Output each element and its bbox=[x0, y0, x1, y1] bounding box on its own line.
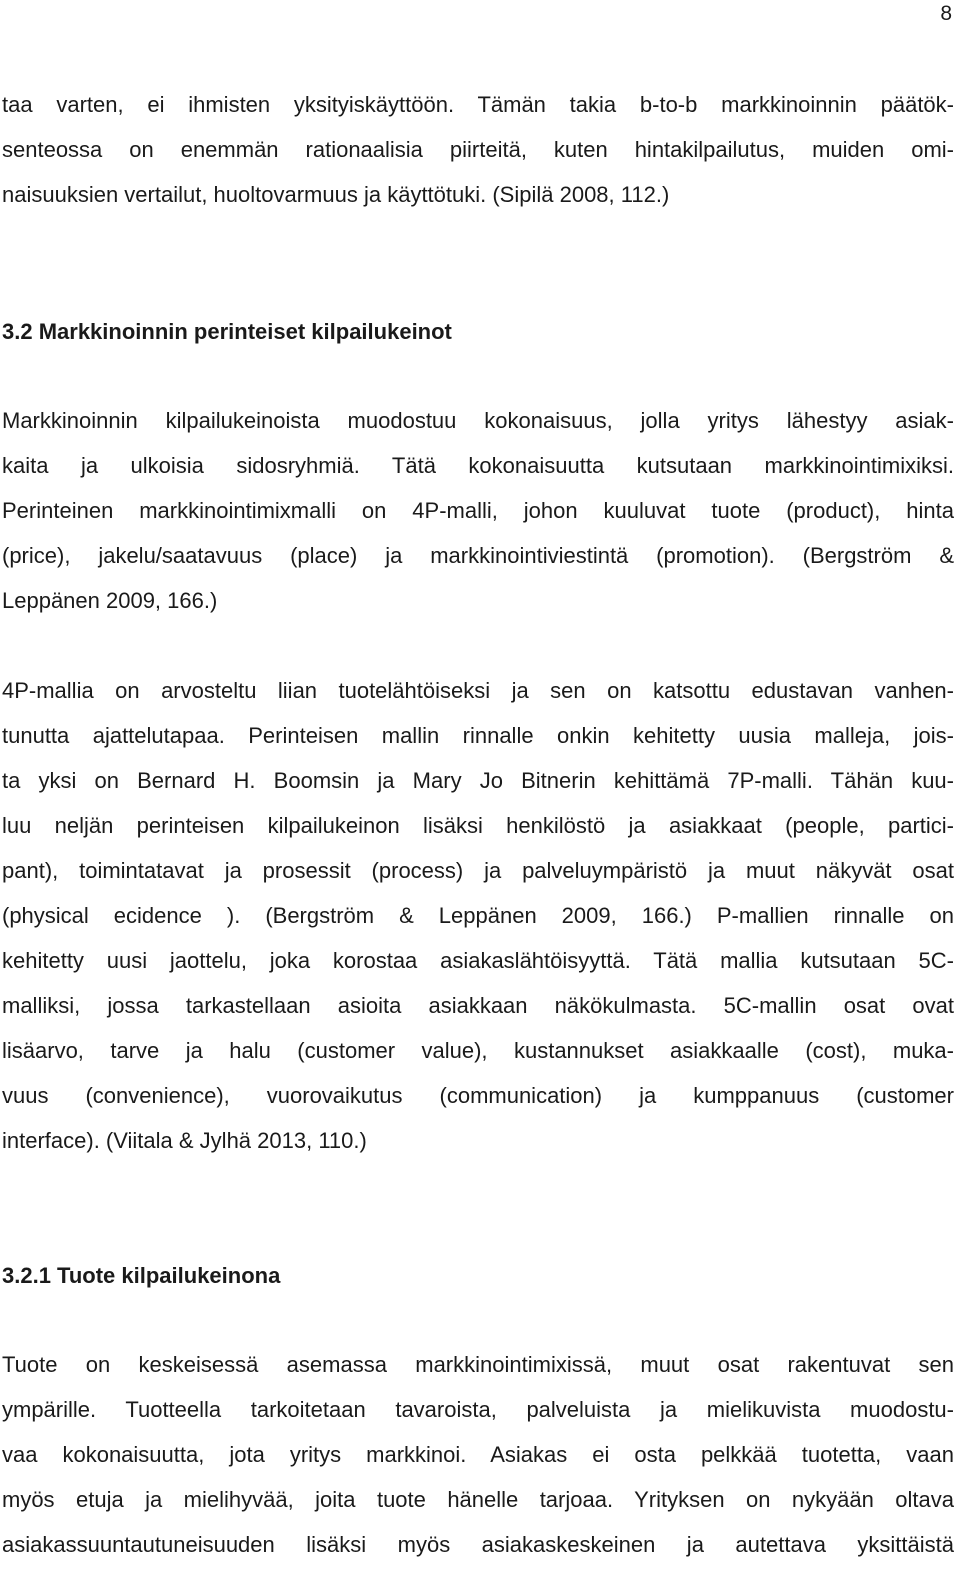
text-line: senteossa on enemmän rationaalisia piirteitä, kuten hintakilpailutus, muiden omi- bbox=[2, 137, 954, 162]
document-body bbox=[2, 82, 954, 1567]
text-line: vuus (convenience), vuorovaikutus (communication) ja kumppanuus (customer bbox=[2, 1083, 954, 1108]
text-line: ympärille. Tuotteella tarkoitetaan tavaroista, palveluista ja mielikuvista muodostu- bbox=[2, 1397, 954, 1422]
text-line: naisuuksien vertailut, huoltovarmuus ja käyttötuki. (Sipilä 2008, 112.) bbox=[2, 182, 670, 207]
text-line: taa varten, ei ihmisten yksityiskäyttöön. Tämän takia b-to-b markkinoinnin päätök- bbox=[2, 92, 954, 117]
text-line: asiakassuuntautuneisuuden lisäksi myös asiakaskeskeinen ja autettava yksittäistä bbox=[2, 1532, 954, 1557]
page-number: 8 bbox=[940, 2, 952, 25]
text-line: Leppänen 2009, 166.) bbox=[2, 588, 218, 613]
text-line: myös etuja ja mielihyvää, joita tuote hänelle tarjoaa. Yrityksen on nykyään oltava bbox=[2, 1487, 954, 1512]
text-line: malliksi, jossa tarkastellaan asioita asiakkaan näkökulmasta. 5C-mallin osat ovat bbox=[2, 993, 954, 1018]
paragraph-4p-criticism bbox=[2, 668, 954, 1163]
text-line: Markkinoinnin kilpailukeinoista muodostuu kokonaisuus, jolla yritys lähestyy asiak- bbox=[2, 408, 954, 433]
section-heading-3-2-1: 3.2.1 Tuote kilpailukeinona bbox=[2, 1263, 281, 1288]
text-line: luu neljän perinteisen kilpailukeinon lisäksi henkilöstö ja asiakkaat (people, partici- bbox=[2, 813, 954, 838]
text-line: kaita ja ulkoisia sidosryhmiä. Tätä kokonaisuutta kutsutaan markkinointimixiksi. bbox=[2, 453, 954, 478]
section-heading-3-2: 3.2 Markkinoinnin perinteiset kilpailukeinot bbox=[2, 319, 452, 344]
text-line: interface). (Viitala & Jylhä 2013, 110.) bbox=[2, 1128, 367, 1153]
text-line: 4P-mallia on arvosteltu liian tuotelähtöiseksi ja sen on katsottu edustavan vanhen- bbox=[2, 678, 954, 703]
text-line: lisäarvo, tarve ja halu (customer value), kustannukset asiakkaalle (cost), muka- bbox=[2, 1038, 954, 1063]
text-line: Tuote on keskeisessä asemassa markkinointimixissä, muut osat rakentuvat sen bbox=[2, 1352, 954, 1377]
text-line: (price), jakelu/saatavuus (place) ja markkinointiviestintä (promotion). (Bergström & bbox=[2, 543, 954, 568]
text-line: vaa kokonaisuutta, jota yritys markkinoi. Asiakas ei osta pelkkää tuotetta, vaan bbox=[2, 1442, 954, 1467]
paragraph-intro-continuation bbox=[2, 82, 954, 217]
text-line: (physical ecidence ). (Bergström & Leppänen 2009, 166.) P-mallien rinnalle on bbox=[2, 903, 954, 928]
text-line: ta yksi on Bernard H. Boomsin ja Mary Jo Bitnerin kehittämä 7P-malli. Tähän kuu- bbox=[2, 768, 954, 793]
text-line: Perinteinen markkinointimixmalli on 4P-malli, johon kuuluvat tuote (product), hinta bbox=[2, 498, 954, 523]
text-line: tunutta ajattelutapaa. Perinteisen mallin rinnalle onkin kehitetty uusia malleja, jois- bbox=[2, 723, 954, 748]
text-line: kehitetty uusi jaottelu, joka korostaa asiakaslähtöisyyttä. Tätä mallia kutsutaan 5C- bbox=[2, 948, 954, 973]
paragraph-product bbox=[2, 1342, 954, 1567]
paragraph-competitive-means bbox=[2, 398, 954, 623]
text-line: pant), toimintatavat ja prosessit (process) ja palveluympäristö ja muut näkyvät osat bbox=[2, 858, 954, 883]
